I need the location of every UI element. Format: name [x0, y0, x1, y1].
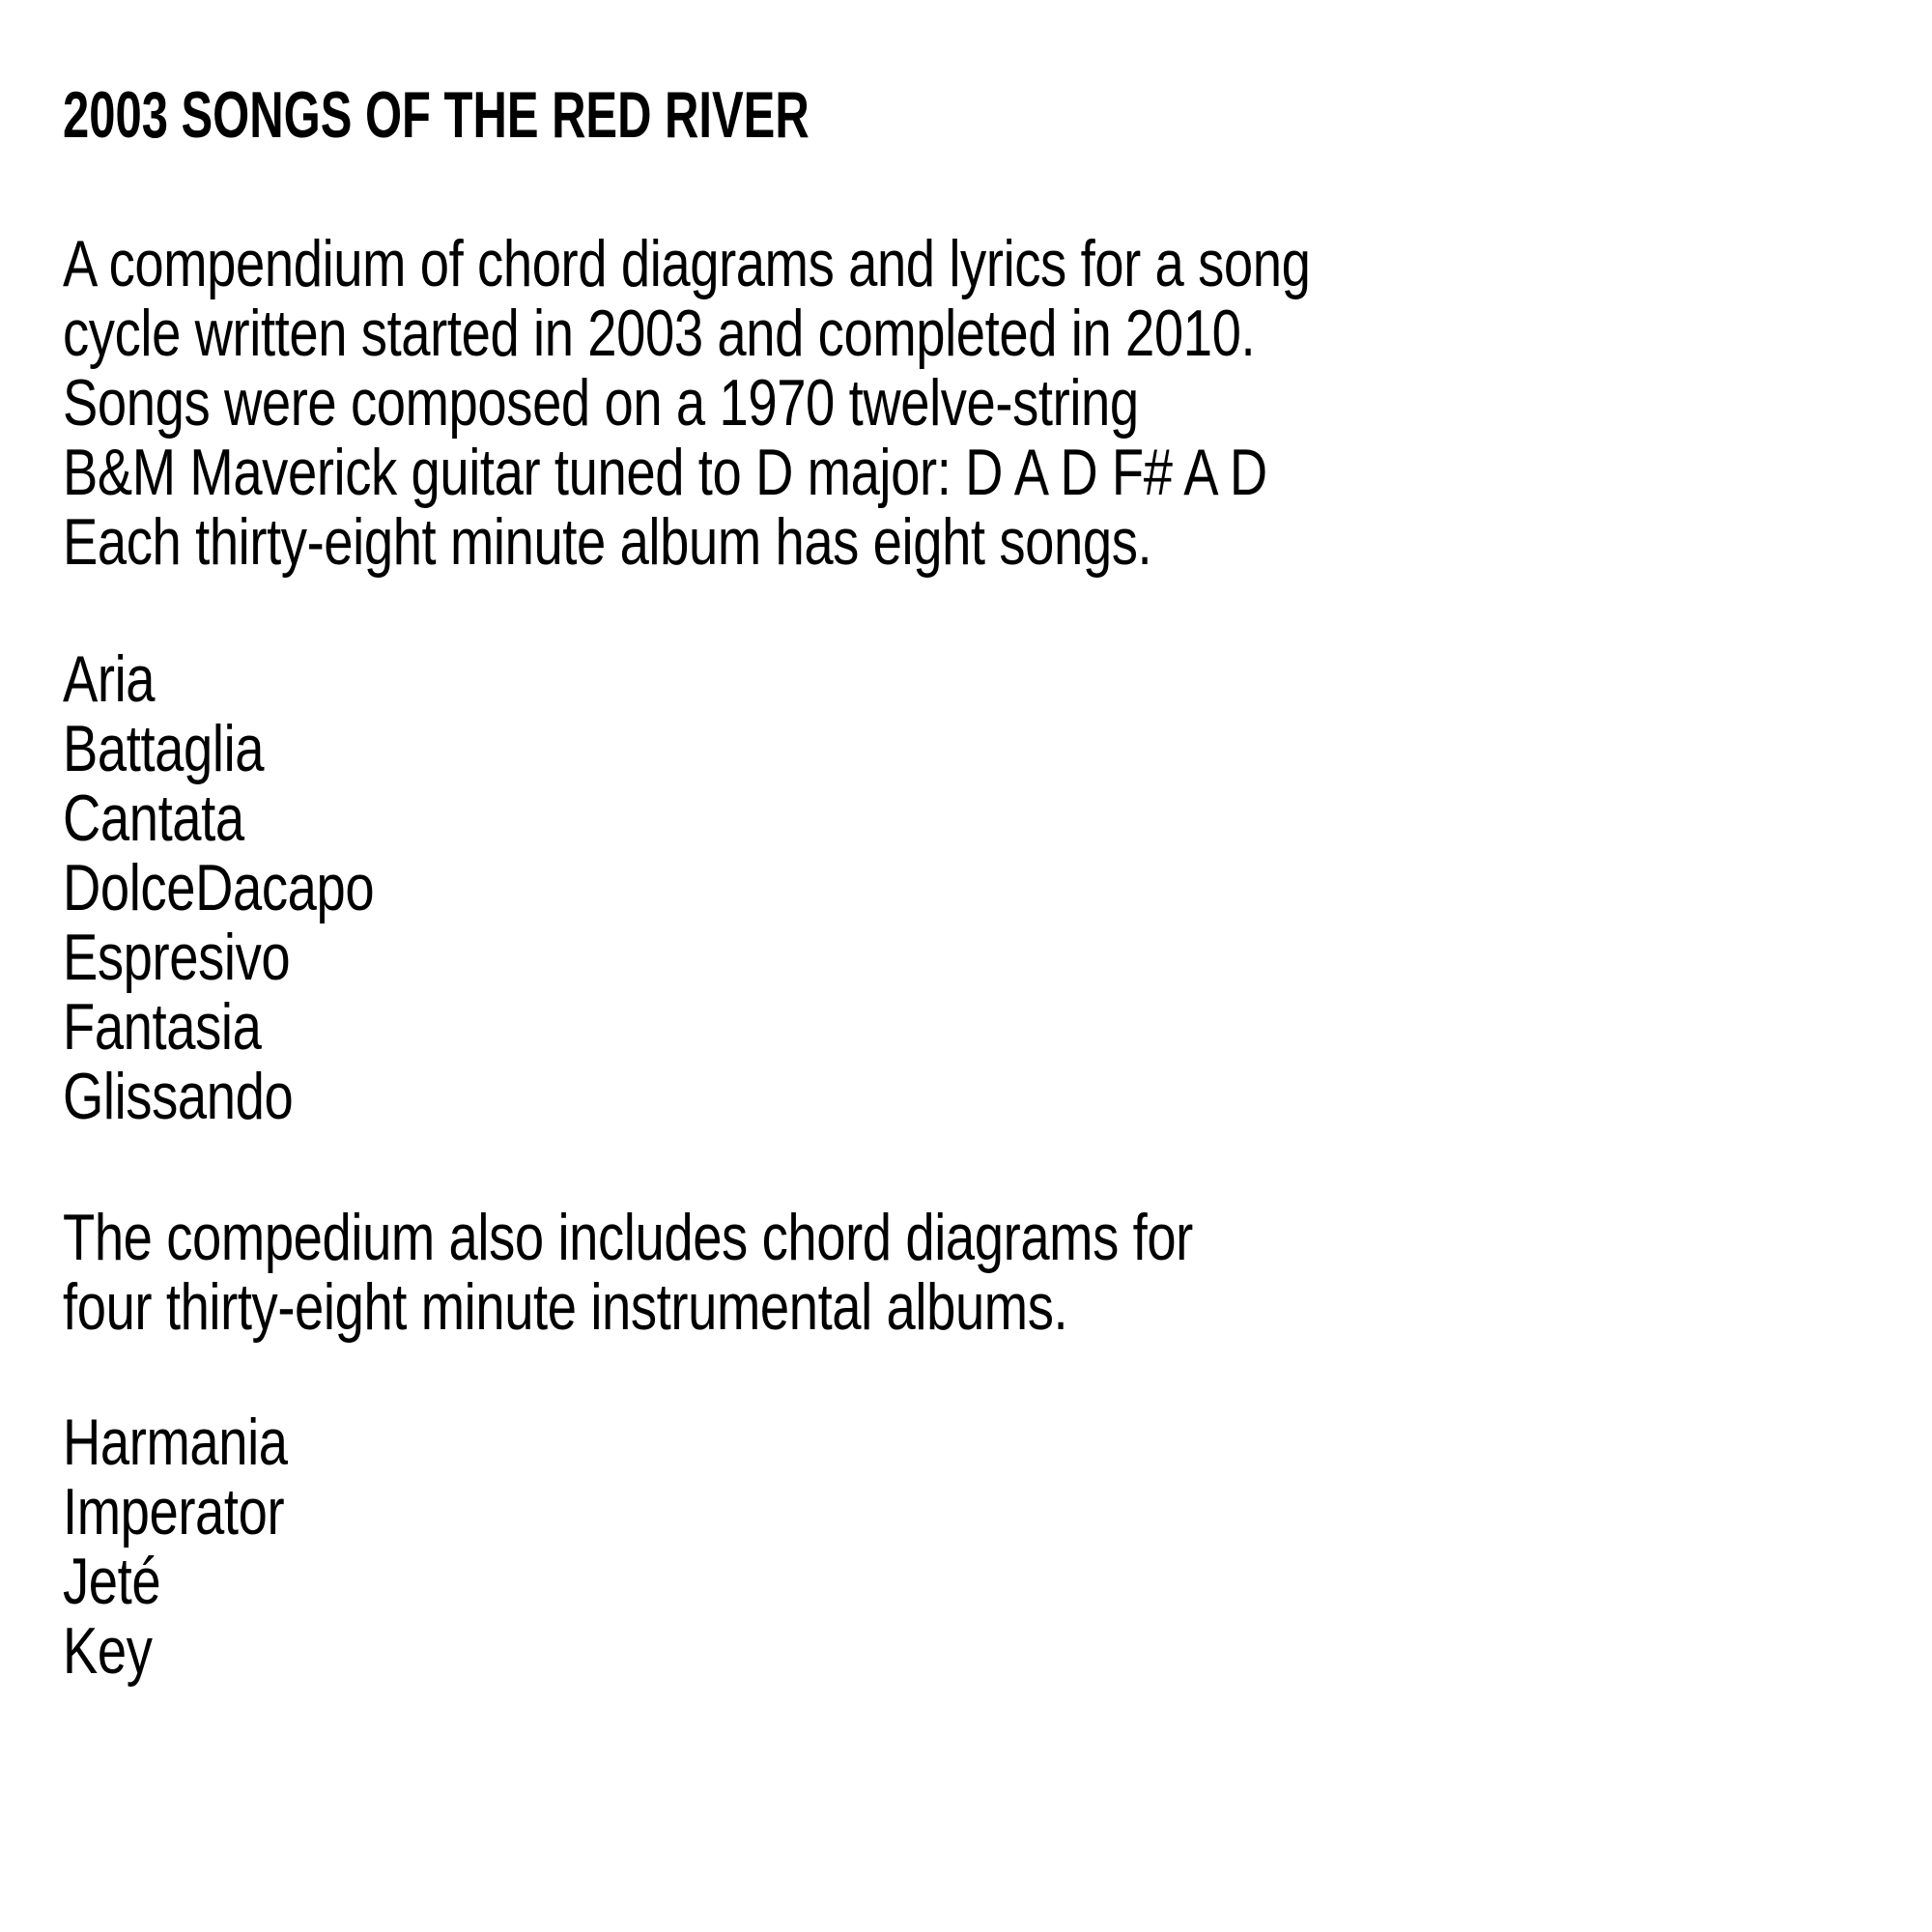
album-list-item: Espresivo	[63, 921, 291, 994]
album-list-item: Glissando	[63, 1060, 294, 1133]
intro-line: Each thirty-eight minute album has eight songs.	[63, 505, 1152, 579]
intro-line: cycle written started in 2003 and completed in 2010.	[63, 297, 1256, 370]
album-list-item: Cantata	[63, 781, 244, 855]
album-list-item: Aria	[63, 642, 156, 716]
album-list-item: Fantasia	[63, 990, 262, 1064]
album-list-item: Battaglia	[63, 712, 265, 785]
album-list-item: Harmania	[63, 1406, 288, 1479]
intro-line: Songs were composed on a 1970 twelve-string	[63, 366, 1139, 440]
song-cycle-album-list	[63, 644, 374, 1131]
intro-paragraph	[63, 229, 1311, 577]
album-list-item: Imperator	[63, 1475, 285, 1548]
instrumental-album-list	[63, 1407, 288, 1686]
intro-line: B&M Maverick guitar tuned to D major: D A D F# A D	[63, 436, 1267, 509]
intro-line: A compendium of chord diagrams and lyrics for a song	[63, 227, 1311, 300]
instrumental-note-line: The compedium also includes chord diagrams for	[63, 1201, 1193, 1274]
album-list-item: Jeté	[63, 1545, 161, 1618]
instrumental-note-line: four thirty-eight minute instrumental albums.	[63, 1270, 1068, 1344]
instrumental-note-paragraph	[63, 1203, 1193, 1342]
album-list-item: DolceDacapo	[63, 851, 375, 924]
page-title: 2003 SONGS OF THE RED RIVER	[63, 78, 810, 152]
album-list-item: Key	[63, 1614, 153, 1688]
